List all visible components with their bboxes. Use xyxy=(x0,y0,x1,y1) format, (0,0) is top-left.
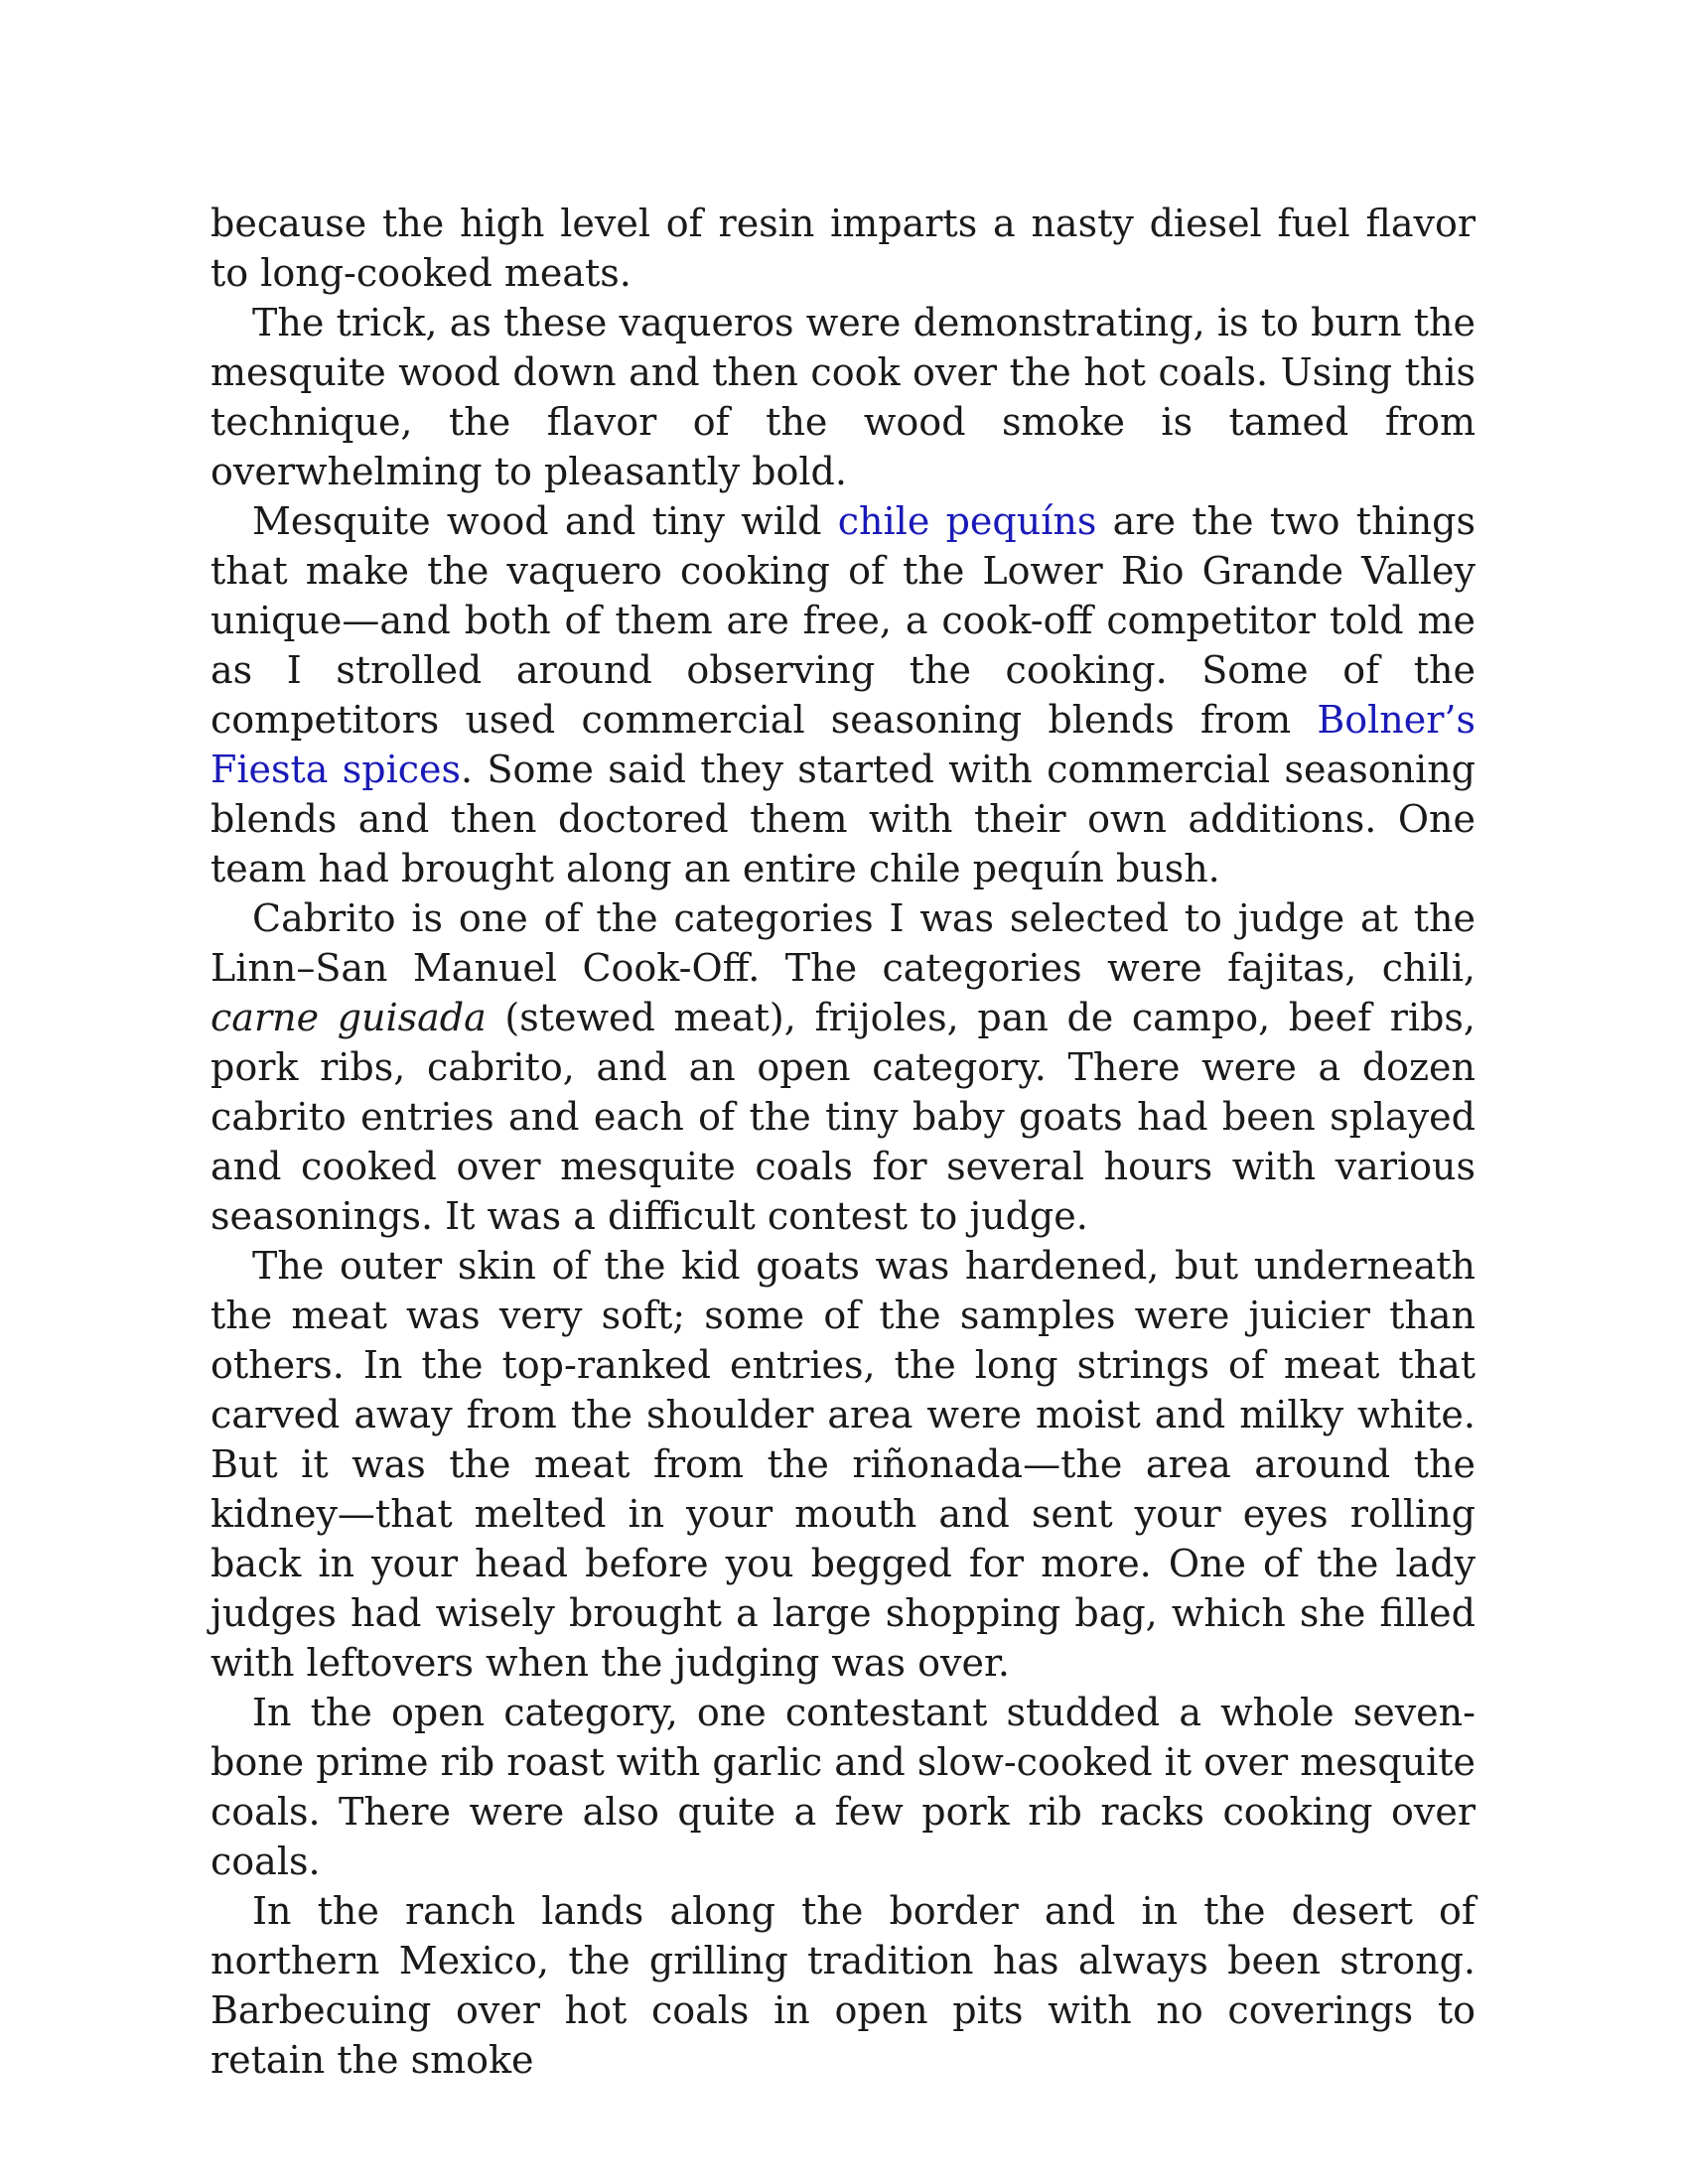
text-run: Mesquite wood and tiny wild xyxy=(252,499,838,543)
paragraph xyxy=(211,1241,1476,1688)
document-page xyxy=(211,199,1476,2085)
paragraph xyxy=(211,1688,1476,1886)
paragraph xyxy=(211,298,1476,496)
paragraph xyxy=(211,893,1476,1241)
text-run: are the two things that make the vaquero cooking of the Lower Rio Grande Valley unique—and both of them are free, a cook-off competitor told me as I strolled around observing the cooking. Some of the competitors used commercial seasoning blends from xyxy=(211,499,1477,742)
text-run: In the ranch lands along the border and in the desert of northern Mexico, the grilling tradition has always been strong. Barbecuing over hot coals in open pits with no coverings to retain the smoke xyxy=(211,1889,1476,2082)
text-run: In the open category, one contestant studded a whole seven-bone prime rib roast with garlic and slow-cooked it over mesquite coals. There were also quite a few pork rib racks cooking over coals. xyxy=(211,1691,1476,1883)
text-run: The trick, as these vaqueros were demonstrating, is to burn the mesquite wood down and then cook over the hot coals. Using this technique, the flavor of the wood smoke is tamed from overwhelming to pleasantly bold. xyxy=(211,301,1476,493)
text-run: The outer skin of the kid goats was hardened, but underneath the meat was very soft; some of the samples were juicier than others. In the top-ranked entries, the long strings of meat that carved away from the shoulder area were moist and milky white. But it was the meat from the riñonada—the area around the kidney—that melted in your mouth and sent your eyes rolling back in your head before you begged for more. One of the lady judges had wisely brought a large shopping bag, which she filled with leftovers when the judging was over. xyxy=(211,1244,1476,1685)
paragraph xyxy=(211,199,1476,298)
text-run: . Some said they started with commercial seasoning blends and then doctored them with their own additions. One team had brought along an entire chile pequín bush. xyxy=(211,748,1477,890)
inline-link[interactable]: Bolner’s Fiesta spices xyxy=(211,698,1476,791)
text-run: Cabrito is one of the categories I was selected to judge at the Linn–San Manuel Cook-Off. The categories were fajitas, chili, xyxy=(211,896,1476,990)
paragraph xyxy=(211,1886,1476,2085)
paragraph xyxy=(211,496,1476,893)
text-run: because the high level of resin imparts a nasty diesel fuel flavor to long-cooked meats. xyxy=(211,202,1476,295)
text-run: (stewed meat), frijoles, pan de campo, beef ribs, pork ribs, cabrito, and an open category. There were a dozen cabrito entries and each of the tiny baby goats had been splayed and cooked over mesquite coals for several hours with various seasonings. It was a difficult contest to judge. xyxy=(211,996,1476,1238)
inline-link[interactable]: chile pequíns xyxy=(837,499,1097,543)
italic-term: carne guisada xyxy=(211,996,487,1039)
